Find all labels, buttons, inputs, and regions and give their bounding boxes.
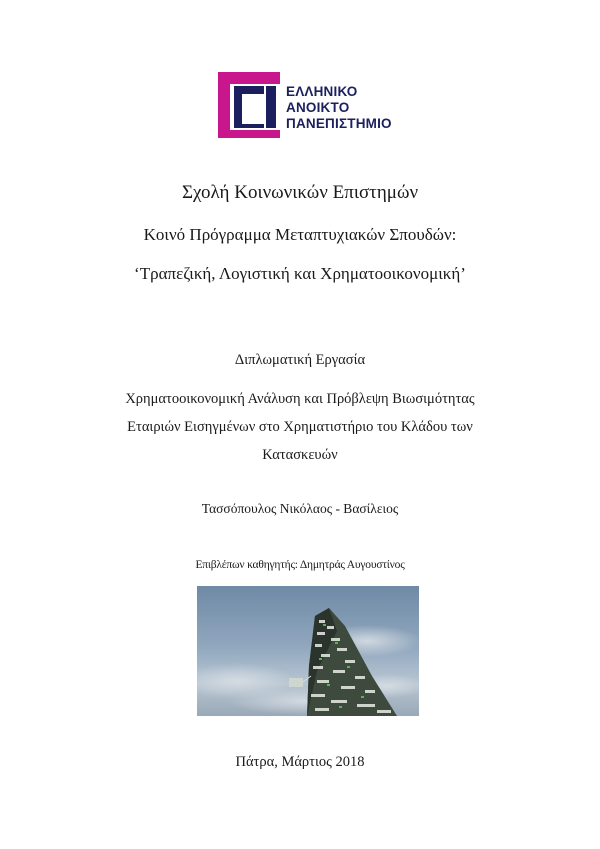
thesis-title-line: Χρηματοοικονομική Ανάλυση και Πρόβλεψη Βιωσιμότητας (125, 391, 475, 407)
university-logo-mark (218, 72, 280, 138)
university-logo-text (286, 84, 392, 132)
logo-line-1: ΕΛΛΗΝΙΚΟ (286, 84, 358, 99)
program-heading: Κοινό Πρόγραμμα Μεταπτυχιακών Σπουδών: (143, 225, 457, 244)
thesis-title (90, 385, 510, 469)
tower-illustration (197, 586, 419, 716)
supervisor: Επιβλέπων καθηγητής: Δημητράς Αυγουστίνος (195, 559, 405, 571)
logo-line-3: ΠΑΝΕΠΙΣΤΗΜΙΟ (286, 116, 392, 131)
place-and-date: Πάτρα, Μάρτιος 2018 (235, 754, 365, 770)
thesis-title-line: Κατασκευών (262, 447, 338, 463)
program-name: ‘Τραπεζική, Λογιστική και Χρηματοοικονομική’ (134, 264, 466, 283)
author-name: Τασσόπουλος Νικόλαος - Βασίλειος (201, 501, 399, 516)
thesis-title-line: Εταιριών Εισηγμένων στο Χρηματιστήριο του Κλάδου των (127, 419, 473, 435)
logo-line-2: ΑΝΟΙΚΤΟ (286, 100, 350, 115)
university-logo (218, 72, 408, 138)
school-name: Σχολή Κοινωνικών Επιστημών (181, 182, 419, 203)
thesis-type: Διπλωματική Εργασία (234, 352, 366, 368)
cover-image-tower (197, 586, 419, 716)
